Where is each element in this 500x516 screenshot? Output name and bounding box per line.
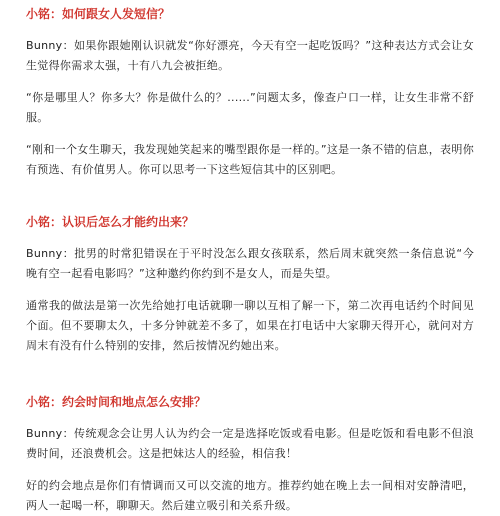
section-spacer: [26, 368, 474, 394]
answer-paragraph: 通常我的做法是第一次先给她打电话就聊一聊以互相了解一下，第二次再电话约个时间见个面。但不要聊太久，十多分钟就差不多了，如果在打电话中大家聊天得开心，就问对方周末有没有什么特别的安排，然后按情况约她出来。: [26, 299, 474, 352]
section-heading: 小铭：约会时间和地点怎么安排？: [26, 395, 207, 409]
answer-paragraph: Bunny：批男的时常犯错误在于平时没怎么跟女孩联系，然后周末就突然一条信息说“今晚有空一起看电影吗？”这种邀约你约到不是女人，而是失望。: [26, 247, 474, 280]
answer-paragraph: “刚和一个女生聊天，我发现她笑起来的嘴型跟你是一样的。”这是一条不错的信息，表明你有预选、有价值男人。你可以思考一下这些短信其中的区别吧。: [26, 143, 474, 176]
qa-section-date-planning: [26, 394, 474, 516]
section-heading: 小铭：认识后怎么才能约出来？: [26, 215, 195, 229]
answer-paragraph: 好的约会地点是你们有情调而又可以交流的地方。推荐约她在晚上去一间相对安静清吧，两人一起喝一杯，聊聊天。然后建立吸引和关系升级。: [26, 479, 474, 512]
answer-paragraph: “你是哪里人？你多大？你是做什么的？......”问题太多，像查户口一样，让女生非常不舒服。: [26, 91, 474, 124]
answer-paragraph: Bunny：传统观念会让男人认为约会一定是选择吃饭或看电影。但是吃饭和看电影不但浪费时间，还浪费机会。这是把妹达人的经验，相信我！: [26, 427, 474, 460]
section-spacer: [26, 192, 474, 214]
qa-section-asking-out: [26, 214, 474, 356]
section-heading: 小铭：如何跟女人发短信？: [26, 7, 171, 21]
answer-paragraph: Bunny：如果你跟她刚认识就发“你好漂亮，今天有空一起吃饭吗？”这种表达方式会让女生觉得你需求太强，十有八九会被拒绝。: [26, 39, 474, 72]
qa-section-dating-texts: [26, 6, 474, 180]
